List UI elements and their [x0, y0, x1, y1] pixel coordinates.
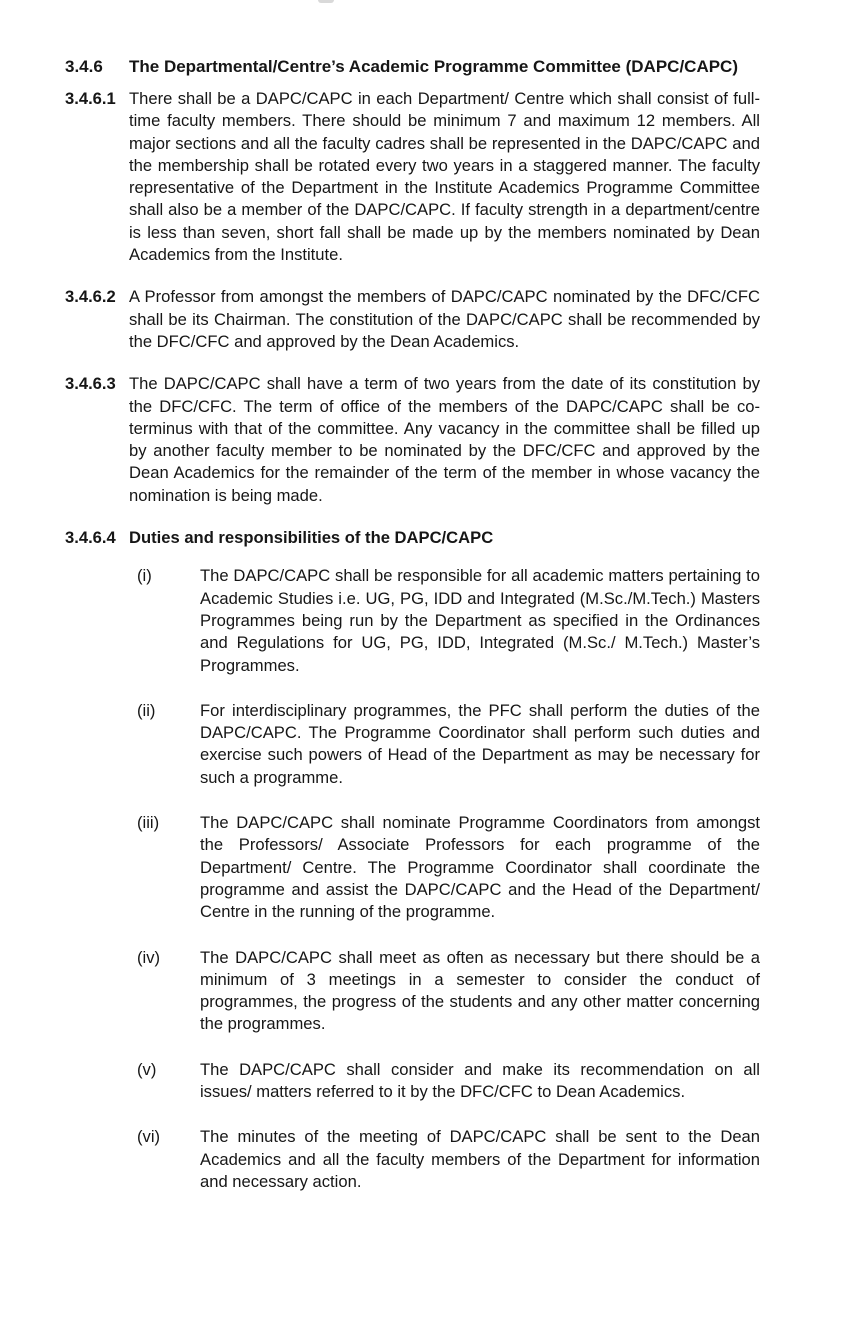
section-3-4-6-1	[65, 88, 760, 266]
list-marker: (v)	[137, 1059, 157, 1079]
section-number: 3.4.6.3	[65, 374, 116, 394]
list-item-text: The DAPC/​CAPC shall be responsible for all academic matters pertaining to Academic Studies i.e. UG, PG, IDD and Integrated (M.Sc./​M.Tech.) Masters Programmes being run by the Department as specified in the Ordinances and Regulations for UG, PG, IDD, Integrated (M.Sc./​ M.Tech.) Master’s Programmes.	[200, 566, 760, 675]
section-number: 3.4.6.4	[65, 528, 116, 548]
section-3-4-6-2	[65, 286, 760, 353]
duty-item-v	[137, 1059, 760, 1104]
list-item-text: The DAPC/​CAPC shall nominate Programme Coordinators from amongst the Professors/​ Associate Professors for each programme of the Department/​ Centre. The Programme Coordinator shall coordinate the programme and assist the DAPC/​CAPC and the Head of the Department/​ Centre in the running of the programme.	[200, 813, 760, 922]
list-item-text: The DAPC/​CAPC shall consider and make its recommendation on all issues/​ matters referred to it by the DFC/​CFC to Dean Academics.	[200, 1059, 760, 1101]
section-paragraph: The DAPC/​CAPC shall have a term of two years from the date of its constitution by the DFC/​CFC. The term of office of the members of the DAPC/​CAPC shall be co-terminus with that of the committee. Any vacancy in the committee shall be filled up by another faculty member to be nominated by the DFC/​CFC and approved by the Dean Academics for the remainder of the term of the member in whose vacancy the nomination is being made.	[129, 374, 760, 505]
list-item-text: For interdisciplinary programmes, the PFC shall perform the duties of the DAPC/​CAPC. The Programme Coordinator shall perform such duties and exercise such powers of Head of the Department as may be necessary for such a programme.	[200, 700, 760, 787]
section-3-4-6-3	[65, 373, 760, 507]
scan-artifact	[318, 0, 334, 3]
duty-item-i	[137, 565, 760, 676]
list-item-text: The DAPC/​CAPC shall meet as often as necessary but there should be a minimum of 3 meetings in a semester to consider the conduct of programmes, the progress of the students and any other matter concerning the programmes.	[200, 947, 760, 1034]
duty-item-vi	[137, 1126, 760, 1193]
duty-item-iv	[137, 947, 760, 1036]
list-marker: (iii)	[137, 813, 160, 833]
duty-item-iii	[137, 812, 760, 923]
section-paragraph: A Professor from amongst the members of DAPC/​CAPC nominated by the DFC/​CFC shall be its Chairman. The constitution of the DAPC/​CAPC shall be recommended by the DFC/​CFC and approved by the Dean Academics.	[129, 287, 760, 351]
section-subheading: Duties and responsibilities of the DAPC/​CAPC	[129, 528, 494, 548]
duty-item-ii	[137, 700, 760, 789]
list-marker: (iv)	[137, 947, 161, 967]
section-heading: The Departmental/​Centre’s Academic Programme Committee (DAPC/​CAPC)	[129, 57, 738, 76]
list-item-text: The minutes of the meeting of DAPC/​CAPC shall be sent to the Dean Academics and all the faculty members of the Department for information and necessary action.	[200, 1127, 760, 1191]
section-paragraph: There shall be a DAPC/​CAPC in each Department/​ Centre which shall consist of full-time faculty members. There should be minimum 7 and maximum 12 members. All major sections and all the faculty cadres shall be represented in the DAPC/​CAPC and the membership shall be rotated every two years in a staggered manner. The faculty representative of the Department in the Institute Academics Programme Committee shall also be a member of the DAPC/​CAPC. If faculty strength in a department/​centre is less than seven, short fall shall be made up by the members nominated by Dean Academics from the Institute.	[129, 89, 760, 265]
section-3-4-6-4	[65, 527, 760, 549]
list-marker: (i)	[137, 566, 152, 586]
list-marker: (vi)	[137, 1127, 161, 1147]
section-3-4-6	[65, 53, 760, 80]
list-marker: (ii)	[137, 700, 156, 720]
section-number: 3.4.6.1	[65, 89, 116, 108]
section-number: 3.4.6.2	[65, 287, 116, 307]
section-number: 3.4.6	[65, 57, 103, 76]
